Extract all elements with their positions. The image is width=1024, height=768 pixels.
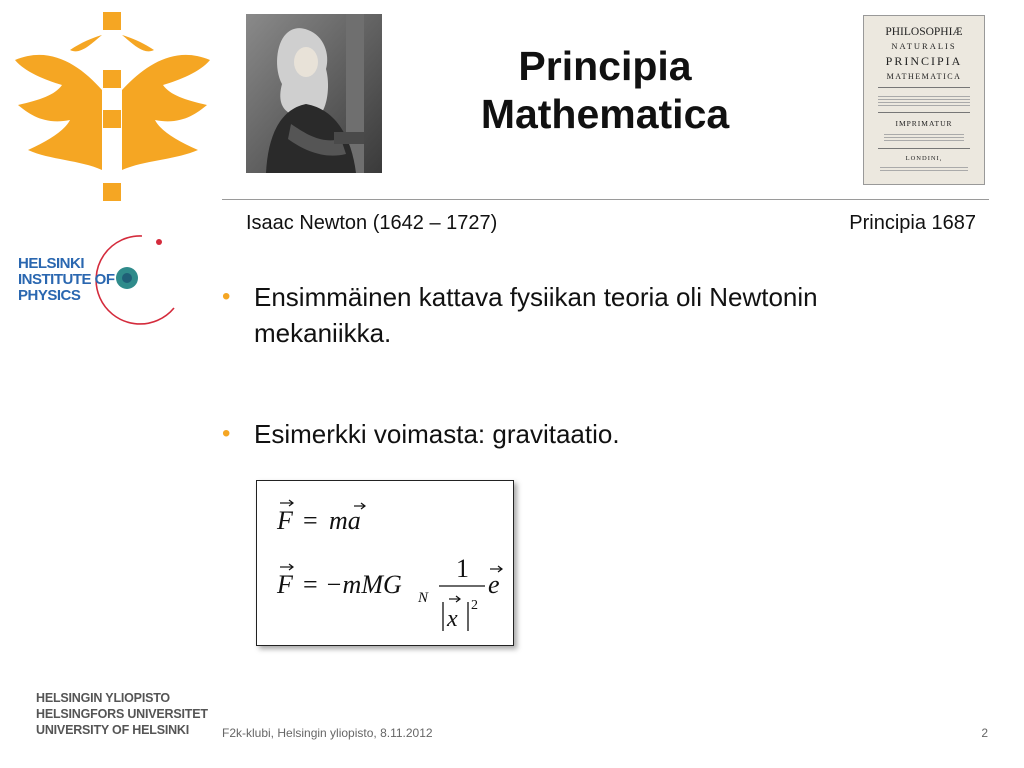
book-small-print-2 [884, 132, 964, 142]
book-place: LONDINI, [905, 155, 943, 162]
eq2-equals: = [303, 570, 318, 599]
bullet-text: Ensimmäinen kattava fysiikan teoria oli Newtonin mekaniikka. [254, 282, 818, 348]
eq2-lhs: F [277, 570, 293, 599]
bullet-icon: • [222, 420, 231, 447]
institute-logo-line-1: HELSINKI [18, 255, 85, 272]
eq2-subscript: N [418, 590, 429, 606]
bullet-text: Esimerkki voimasta: gravitaatio. [254, 419, 620, 449]
portrait-caption: Isaac Newton (1642 – 1727) [246, 212, 498, 234]
principia-title-page [863, 15, 985, 185]
wordmark-line-3: UNIVERSITY OF HELSINKI [36, 723, 190, 737]
header-divider [222, 199, 989, 200]
footer-text: F2k-klubi, Helsingin yliopisto, 8.11.2012 [222, 726, 433, 740]
wordmark-line-1: HELSINGIN YLIOPISTO [36, 691, 170, 705]
slide-title [430, 42, 780, 138]
eq1-rhs: ma [329, 506, 361, 535]
institute-logo-line-2: INSTITUTE OF [18, 271, 115, 288]
institute-logo [14, 228, 184, 328]
university-flame-logo [10, 10, 215, 205]
wordmark-line-2: HELSINGFORS UNIVERSITET [36, 707, 208, 721]
eq1-equals: = [303, 506, 318, 535]
eq2-rhs: −mMG [325, 570, 402, 599]
eq2-denominator: x [447, 606, 458, 632]
bullet-icon: • [222, 283, 231, 310]
book-small-print-3 [880, 165, 968, 173]
eq2-numerator: 1 [456, 554, 469, 583]
title-line-2: Mathematica [480, 91, 730, 137]
page-number: 2 [981, 726, 988, 740]
book-small-print [878, 94, 970, 106]
bullet-item [222, 279, 962, 351]
newton-portrait [246, 14, 382, 173]
equation-box [256, 480, 514, 646]
eq2-exponent: 2 [471, 598, 478, 613]
university-wordmark [36, 690, 226, 738]
title-line-1: Principia [518, 43, 692, 89]
eq1-lhs: F [277, 506, 293, 535]
eq2-vector: e [488, 570, 500, 599]
equations [257, 481, 513, 645]
book-line-3: PRINCIPIA [885, 54, 963, 68]
institute-logo-line-3: PHYSICS [18, 287, 81, 304]
book-line-1: PHILOSOPHIÆ [885, 26, 963, 38]
book-line-4: MATHEMATICA [886, 72, 962, 81]
book-imprimatur: IMPRIMATUR [895, 119, 953, 128]
bullet-item [222, 416, 962, 452]
book-line-2: NATURALIS [891, 41, 957, 51]
book-caption: Principia 1687 [849, 212, 976, 234]
